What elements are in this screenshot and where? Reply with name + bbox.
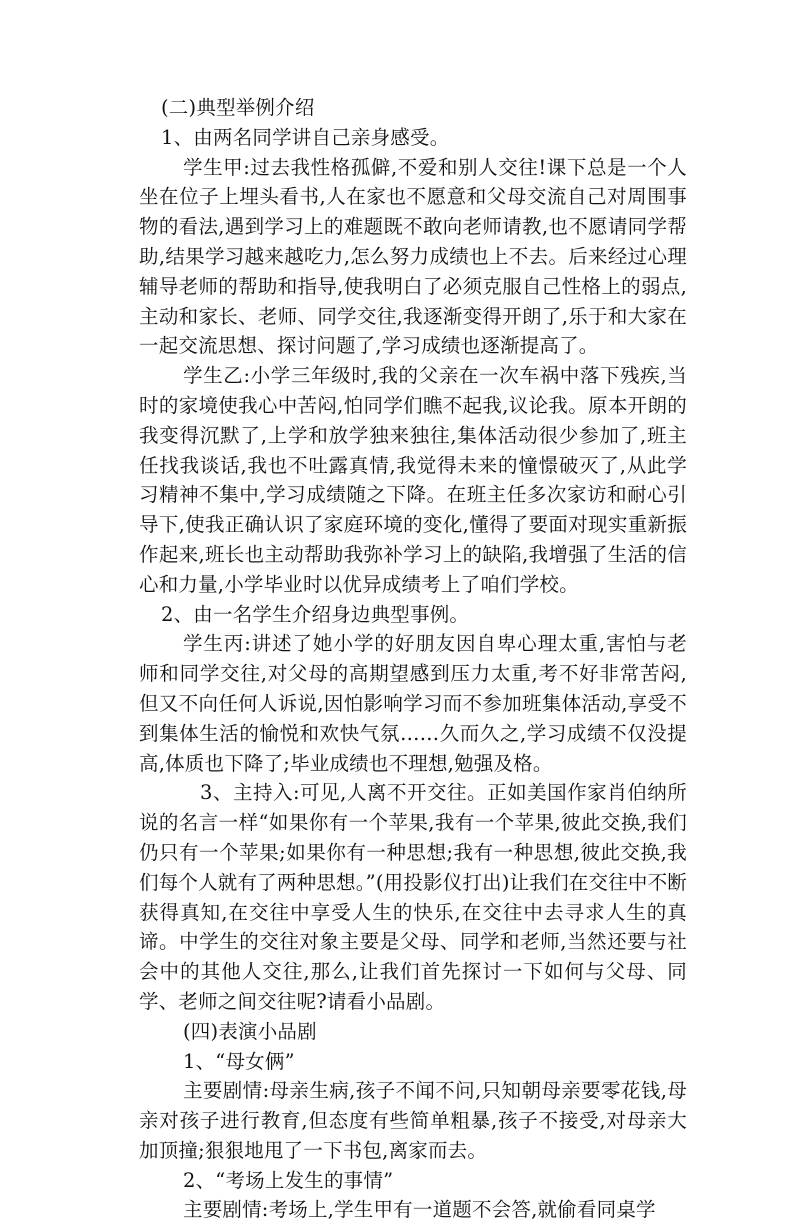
document-body — [139, 93, 687, 1225]
item1-heading: 1、由两名同学讲自己亲身感受。 — [161, 125, 450, 149]
skit2-title: 2、“考场上发生的事情” — [183, 1168, 394, 1192]
skit1-title: 1、“母女俩” — [183, 1049, 295, 1073]
item2-heading: 2、由一名学生介绍身边典型事例。 — [161, 602, 470, 626]
section4-heading: (四)表演小品剧 — [183, 1019, 317, 1043]
skit2-plot-paragraph: 主要剧情:考场上,学生甲有一道题不会答,就偷看同桌学 — [183, 1198, 656, 1222]
section-heading-examples: (二)典型举例介绍 — [161, 96, 315, 119]
skit1-plot-paragraph: 主要剧情:母亲生病,孩子不闻不问,只知朝母亲要零花钱,母亲对孩子进行教育,但态度有些简单粗暴,孩子不接受,对母亲大加顶撞;狠狠地甩了一下书包,离家而去。 — [139, 1079, 687, 1162]
student-b-paragraph: 学生乙:小学三年级时,我的父亲在一次车祸中落下残疾,当时的家境使我心中苦闷,怕同学们瞧不起我,议论我。原本开朗的我变得沉默了,上学和放学独来独往,集体活动很少参加了,班主任找我谈话,我也不吐露真情,我觉得未来的憧憬破灭了,从此学习精神不集中,学习成绩随之下降。在班主任多次家访和耐心引导下,使我正确认识了家庭环境的变化,懂得了要面对现实重新振作起来,班长也主动帮助我弥补学习上的缺陷,我增强了生活的信心和力量,小学毕业时以优异成绩考上了咱们学校。 — [139, 364, 687, 596]
student-c-paragraph: 学生丙:讲述了她小学的好朋友因自卑心理太重,害怕与老师和同学交往,对父母的高期望感到压力太重,考不好非常苦闷,但又不向任何人诉说,因怕影响学习而不参加班集体活动,享受不到集体生活的愉悦和欢快气氛……久而久之,学习成绩不仅没提高,体质也下降了;毕业成绩也不理想,勉强及格。 — [139, 632, 687, 775]
student-a-paragraph: 学生甲:过去我性格孤僻,不爱和别人交往!课下总是一个人坐在位子上埋头看书,人在家也不愿意和父母交流自己对周围事物的看法,遇到学习上的难题既不敢向老师请教,也不愿请同学帮助,结果学习越来越吃力,怎么努力成绩也上不去。后来经过心理辅导老师的帮助和指导,使我明白了必须克服自己性格上的弱点,主动和家长、老师、同学交往,我逐渐变得开朗了,乐于和大家在一起交流思想、探讨问题了,学习成绩也逐渐提高了。 — [139, 155, 687, 358]
host-statement-paragraph: 3、主持入:可见,人离不开交往。正如美国作家肖伯纳所说的名言一样“如果你有一个苹果,我有一个苹果,彼此交换,我们仍只有一个苹果;如果你有一种思想;我有一种思想,彼此交换,我们每个人就有了两种思想。”(用投影仪打出)让我们在交往中不断获得真知,在交往中享受人生的快乐,在交往中去寻求人生的真谛。中学生的交往对象主要是父母、同学和老师,当然还要与社会中的其他人交往,那么,让我们首先探讨一下如何与父母、同学、老师之间交往呢?请看小品剧。 — [139, 781, 687, 1013]
